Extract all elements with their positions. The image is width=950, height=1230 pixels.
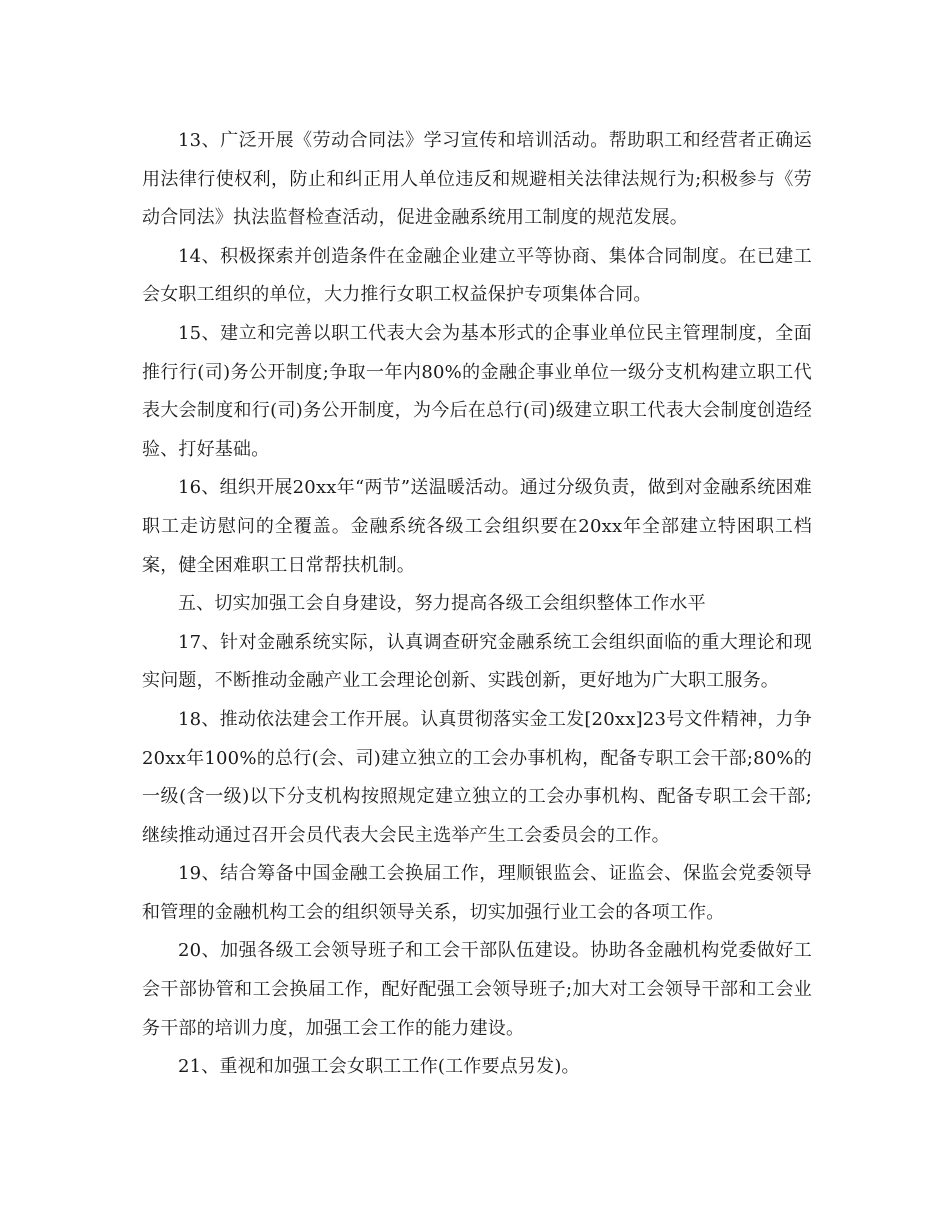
paragraph-21: 21、重视和加强工会女职工工作(工作要点另发)。	[178, 1056, 580, 1078]
paragraph-17: 17、针对金融系统实际，认真调查研究金融系统工会组织面临的重大理论和现实问题，不断推动金融产业工会理论创新、实践创新，更好地为广大职工服务。	[142, 631, 812, 692]
paragraph-16: 16、组织开展20xx年“两节”送温暖活动。通过分级负责，做到对金融系统困难职工走访慰问的全覆盖。金融系统各级工会组织要在20xx年全部建立特困职工档案，健全困难职工日常帮扶机制。	[142, 477, 812, 576]
paragraph-18: 18、推动依法建会工作开展。认真贯彻落实金工发[20xx]23号文件精神，力争20xx年100%的总行(会、司)建立独立的工会办事机构，配备专职工会干部;80%的一级(含一级)以下分支机构按照规定建立独立的工会办事机构、配备专职工会干部;继续推动通过召开会员代表大会民主选举产生工会委员会的工作。	[142, 708, 812, 846]
document-body	[142, 122, 812, 1087]
paragraph-19: 19、结合筹备中国金融工会换届工作，理顺银监会、证监会、保监会党委领导和管理的金融机构工会的组织领导关系，切实加强行业工会的各项工作。	[142, 863, 812, 923]
paragraph-20: 20、加强各级工会领导班子和工会干部队伍建设。协助各金融机构党委做好工会干部协管和工会换届工作，配好配强工会领导班子;加大对工会领导干部和工会业务干部的培训力度，加强工会工作的能力建设。	[142, 940, 812, 1039]
paragraph-14: 14、积极探索并创造条件在金融企业建立平等协商、集体合同制度。在已建工会女职工组织的单位，大力推行女职工权益保护专项集体合同。	[142, 245, 812, 306]
paragraph-15: 15、建立和完善以职工代表大会为基本形式的企事业单位民主管理制度，全面推行行(司)务公开制度;争取一年内80%的金融企事业单位一级分支机构建立职工代表大会制度和行(司)务公开制度，为今后在总行(司)级建立职工代表大会制度创造经验、打好基础。	[142, 322, 812, 460]
paragraph-13: 13、广泛开展《劳动合同法》学习宣传和培训活动。帮助职工和经营者正确运用法律行使权利，防止和纠正用人单位违反和规避相关法律法规行为;积极参与《劳动合同法》执法监督检查活动，促进金融系统用工制度的规范发展。	[142, 130, 812, 229]
section-heading-five: 五、切实加强工会自身建设，努力提高各级工会组织整体工作水平	[178, 593, 706, 615]
